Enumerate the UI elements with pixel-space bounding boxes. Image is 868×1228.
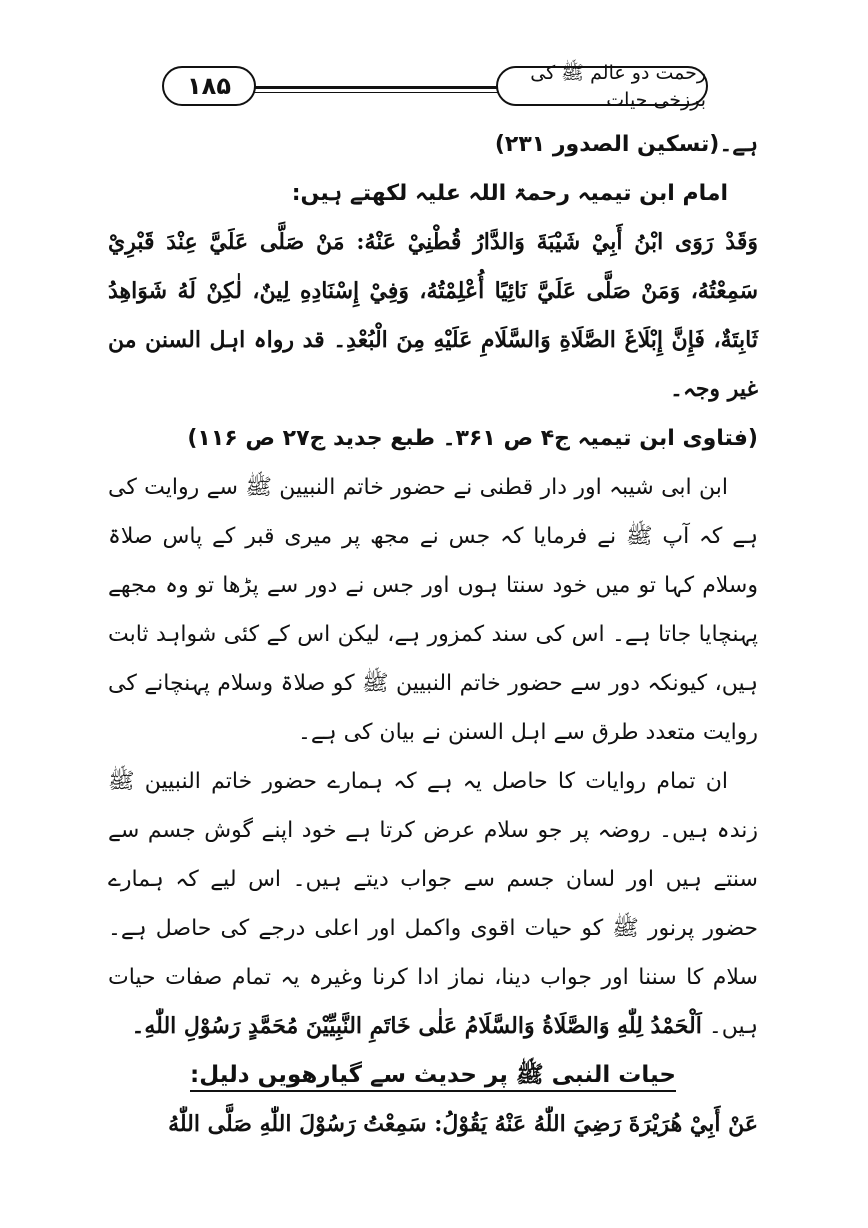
section-heading — [108, 1051, 758, 1100]
paragraph-2-arabic: اَلْحَمْدُ لِلّٰهِ وَالصَّلَاةُ وَالسَّلَامُ عَلٰى خَاتَمِ النَّبِيِّيْنَ مُحَمَّدٍ رَسُوْلِ اللّٰهِ۔ — [131, 1013, 702, 1039]
page-body — [108, 120, 758, 1149]
reference-line: ہے۔(تسکین الصدور ۲۳۱) — [494, 132, 758, 157]
paragraph-2-text: ان تمام روایات کا حاصل یہ ہے کہ ہمارے حضور خاتم النبیین ﷺ زندہ ہیں۔ روضہ پر جو سلام عرض کرتا ہے خود اپنے گوش جسم سے سنتے ہیں اور لسان جسم سے جواب دیتے ہیں۔ اس لیے کہ ہمارے حضور پرنور ﷺ کو حیات اقوی واکمل اور اعلی درجے کی حاصل ہے۔ سلام کا سننا اور جواب دینا، نماز ادا کرنا وغیرہ یہ تمام صفات حیات ہیں۔ — [108, 769, 758, 1039]
arabic-hadith-start: عَنْ أَبِيْ هُرَيْرَةَ رَضِيَ اللّٰهُ عَنْهُ يَقُوْلُ: سَمِعْتُ رَسُوْلَ اللّٰهِ صَلَّى اللّٰهُ — [168, 1111, 758, 1137]
paragraph-1: ابن ابی شیبہ اور دار قطنی نے حضور خاتم النبیین ﷺ سے روایت کی ہے کہ آپ ﷺ نے فرمایا کہ جس نے مجھ پر میری قبر کے پاس صلاۃ وسلام کہا تو میں خود سنتا ہوں اور جس نے دور سے پڑھا تو وہ مجھے پہنچایا جاتا ہے۔ اس کی سند کمزور ہے، لیکن اس کے کئی شواہد ثابت ہیں، کیونکہ دور سے حضور خاتم النبیین ﷺ کو صلاۃ وسلام پہنچانے کی روایت متعدد طرق سے اہل السنن نے بیان کی ہے۔ — [108, 475, 758, 745]
quote-reference: (فتاوی ابن تیمیہ ج۴ ص ۳۶۱۔ طبع جدید ج۲۷ ص ۱۱۶) — [187, 426, 758, 451]
page-header — [150, 62, 708, 111]
arabic-quote: وَقَدْ رَوَى ابْنُ أَبِيْ شَيْبَةَ وَالدَّارُ قُطْنِيْ عَنْهُ: مَنْ صَلَّى عَلَيَّ عِنْدَ قَبْرِيْ سَمِعْتُهُ، وَمَنْ صَلَّى عَلَيَّ نَائِيًا أُعْلِمْتُهُ، وَفِيْ إِسْنَادِهِ لِينٌ، لٰكِنْ لَهُ شَوَاهِدُ ثَابِتَةٌ، فَإِنَّ إِبْلَاغَ الصَّلَاةِ وَالسَّلَامِ عَلَيْهِ مِنَ الْبُعْدِ۔ قد رواہ اہل السنن من غیر وجہ۔ — [108, 229, 758, 402]
paragraph-2 — [108, 757, 758, 1051]
header-rule-thin — [250, 92, 508, 93]
intro-line: امام ابن تیمیہ رحمۃ اللہ علیہ لکھتے ہیں: — [291, 181, 728, 206]
header-rule — [250, 86, 508, 89]
page-number: ۱۸۵ — [162, 66, 256, 106]
running-title: رحمت دو عالم ﷺ کی برزخی حیات — [496, 66, 708, 106]
section-heading-text: حیات النبی ﷺ پر حدیث سے گیارھویں دلیل: — [190, 1062, 676, 1092]
